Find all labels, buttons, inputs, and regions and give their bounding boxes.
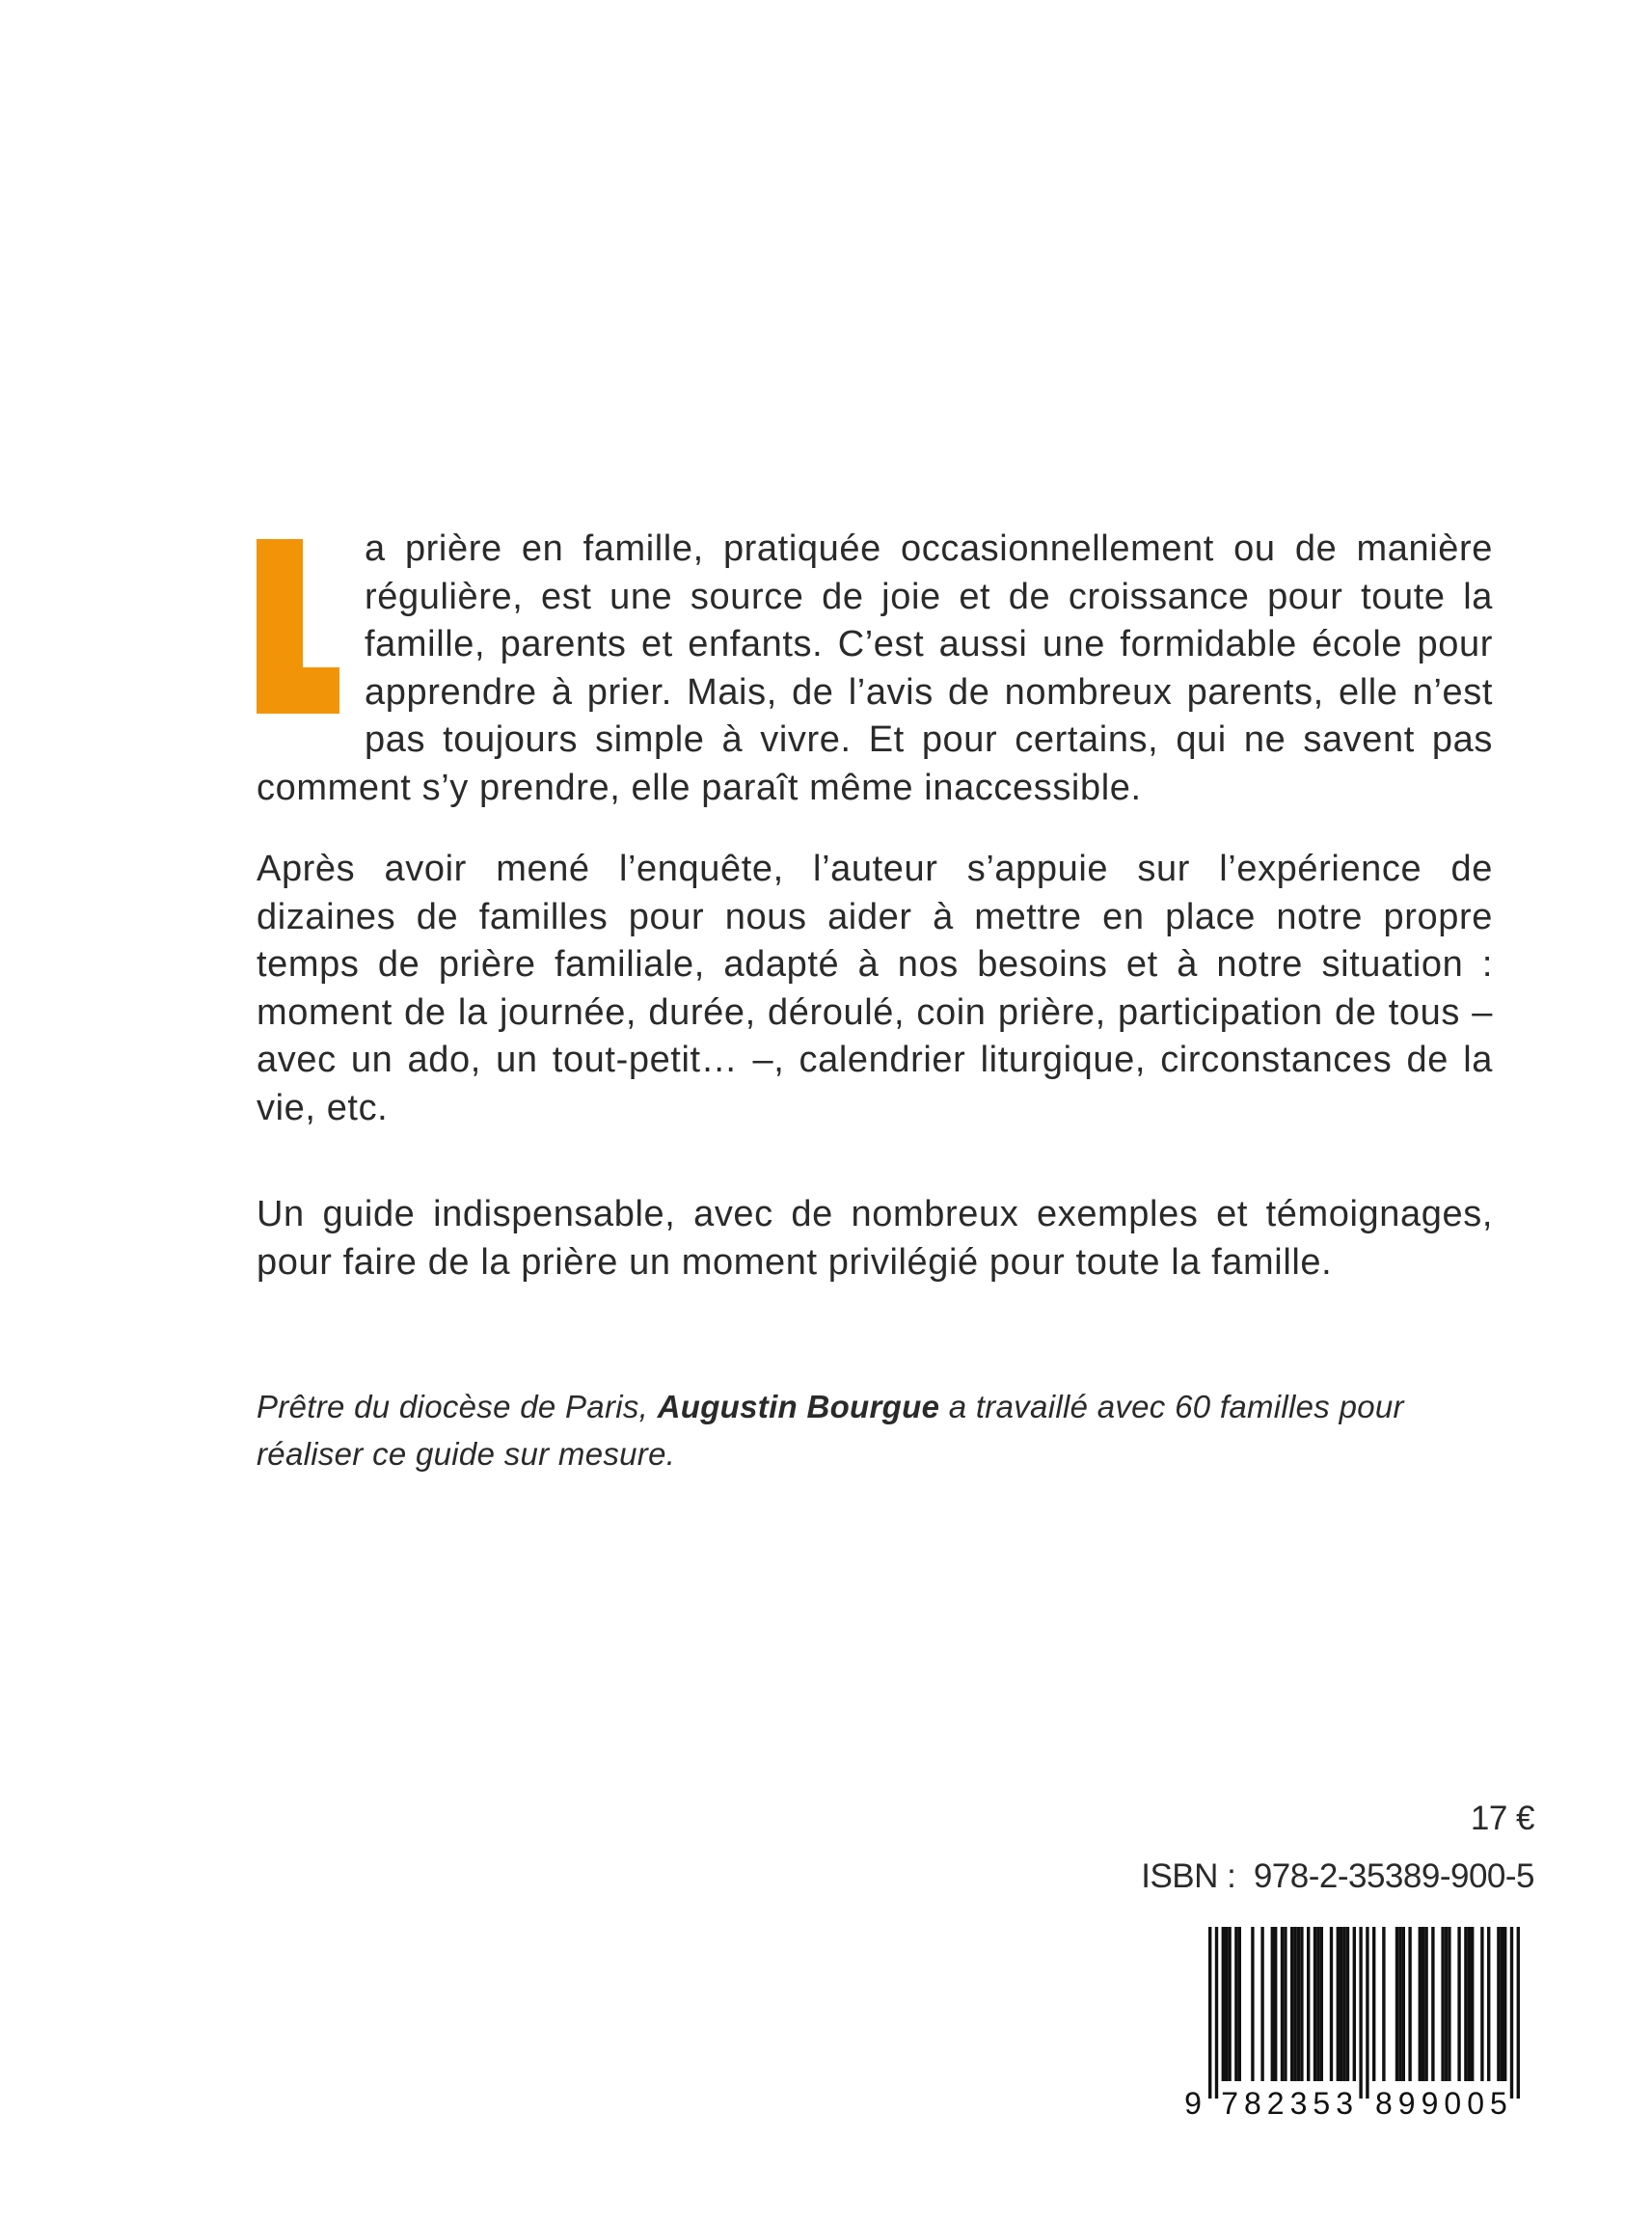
- price-label: 17 €: [1470, 1800, 1534, 1837]
- author-bio-suffix: a travaillé avec 60 familles pour réaliser ce guide sur mesure.: [257, 1389, 1404, 1472]
- dropcap-letter-l: [257, 539, 339, 714]
- barcode-bar: [1290, 1927, 1293, 2081]
- barcode-bar: [1503, 1927, 1506, 2081]
- barcode-digit: 9: [1184, 2086, 1202, 2121]
- barcode-bar: [1395, 1927, 1398, 2081]
- barcode-digit: 9: [1421, 2086, 1439, 2121]
- barcode-bar: [1293, 1927, 1296, 2081]
- paragraph-method: Après avoir mené l’enquête, l’auteur s’appuie sur l’expérience de dizaines de familles pour nous aider à mettre en place notre propre temps de prière familiale, adapté à nos besoins et à notre situation : moment de la journée, durée, déroulé, coin prière, participation de tous – avec un ado, un tout-petit… –, calendrier liturgique, circonstances de la vie, etc.: [257, 849, 1493, 1128]
- author-bio: [257, 1383, 1493, 1477]
- barcode-bar: [1260, 1927, 1263, 2081]
- barcode-digit: 8: [1375, 2086, 1393, 2121]
- barcode-bar: [1510, 1927, 1513, 2099]
- barcode-bar: [1468, 1927, 1471, 2081]
- author-bio-prefix: Prêtre du diocèse de Paris,: [257, 1389, 658, 1424]
- barcode-bar: [1497, 1927, 1500, 2081]
- barcode-bar: [1517, 1927, 1520, 2099]
- barcode-bar: [1457, 1927, 1460, 2081]
- barcode-digit: 0: [1444, 2086, 1462, 2121]
- barcode-bar: [1398, 1927, 1401, 2081]
- isbn-number: 978-2-35389-900-5: [1253, 1857, 1534, 1895]
- barcode-bar: [1441, 1927, 1444, 2081]
- barcode-bar: [1353, 1927, 1356, 2081]
- barcode-bar: [1372, 1927, 1375, 2081]
- barcode-bar: [1271, 1927, 1274, 2081]
- barcode-bar: [1274, 1927, 1277, 2081]
- barcode-bar: [1281, 1927, 1284, 2081]
- back-cover-text: [257, 526, 1493, 1477]
- barcode-bar: [1448, 1927, 1450, 2081]
- barcode-digit: 7: [1221, 2086, 1238, 2121]
- barcode-bar: [1222, 1927, 1225, 2081]
- barcode-bar: [1359, 1927, 1362, 2099]
- isbn-line: [1141, 1857, 1534, 1896]
- barcode-bar: [1313, 1927, 1316, 2081]
- barcode-bar: [1320, 1927, 1323, 2081]
- barcode-bar: [1424, 1927, 1427, 2081]
- barcode-bar: [1408, 1927, 1411, 2081]
- barcode-bar: [1307, 1927, 1310, 2081]
- barcode-bar: [1208, 1927, 1211, 2099]
- barcode-bar: [1228, 1927, 1231, 2081]
- barcode-bar: [1297, 1927, 1300, 2081]
- barcode-digit: 3: [1336, 2086, 1353, 2121]
- barcode-bar: [1300, 1927, 1303, 2081]
- barcode-bar: [1464, 1927, 1467, 2081]
- barcode-digit: 9: [1397, 2086, 1416, 2121]
- barcode-bar: [1225, 1927, 1228, 2081]
- barcode-bar: [1234, 1927, 1237, 2081]
- barcode-bar: [1501, 1927, 1503, 2081]
- barcode-bar: [1346, 1927, 1349, 2081]
- first-paragraph-wrap: [257, 526, 1493, 812]
- paragraph-intro: a prière en famille, pratiquée occasionnellement ou de manière régulière, est une source de joie et de croissance pour toute la famille, parents et enfants. C’est aussi une formidable école pour apprendre à prier. Mais, de l’avis de nombreux parents, elle n’est pas toujours simple à vivre. Et pour certains, qui ne savent pas comment s’y prendre, elle paraît même inaccessible.: [257, 528, 1493, 808]
- barcode-digit: 5: [1313, 2086, 1331, 2121]
- author-name: Augustin Bourgue: [657, 1389, 940, 1424]
- barcode-bar: [1480, 1927, 1483, 2081]
- barcode-bar: [1382, 1927, 1385, 2081]
- barcode-digit: 5: [1490, 2086, 1507, 2121]
- barcode-bar: [1337, 1927, 1340, 2081]
- barcode-digit: 8: [1244, 2086, 1261, 2121]
- barcode-bar: [1342, 1927, 1345, 2081]
- isbn-label: ISBN :: [1141, 1857, 1236, 1895]
- barcode-bar: [1316, 1927, 1319, 2081]
- barcode-bar: [1445, 1927, 1448, 2081]
- barcode-bar: [1419, 1927, 1422, 2081]
- barcode-digit: 2: [1266, 2086, 1285, 2121]
- barcode-bar: [1238, 1927, 1241, 2081]
- barcode-bar: [1330, 1927, 1333, 2081]
- barcode-bar: [1422, 1927, 1424, 2081]
- barcode-bar: [1487, 1927, 1490, 2081]
- paragraph-summary: Un guide indispensable, avec de nombreux exemples et témoignages, pour faire de la prière un moment privilégié pour toute la famille.: [257, 1194, 1493, 1283]
- barcode: [1181, 1921, 1536, 2126]
- barcode-bar: [1284, 1927, 1286, 2081]
- barcode-digit: 0: [1467, 2086, 1484, 2121]
- barcode-bar: [1340, 1927, 1342, 2081]
- barcode-bar: [1431, 1927, 1434, 2081]
- barcode-bar: [1471, 1927, 1474, 2081]
- barcode-bar: [1215, 1927, 1218, 2099]
- barcode-bar: [1402, 1927, 1405, 2081]
- barcode-bar: [1251, 1927, 1254, 2081]
- barcode-digit: 3: [1289, 2086, 1308, 2121]
- barcode-bar: [1366, 1927, 1368, 2099]
